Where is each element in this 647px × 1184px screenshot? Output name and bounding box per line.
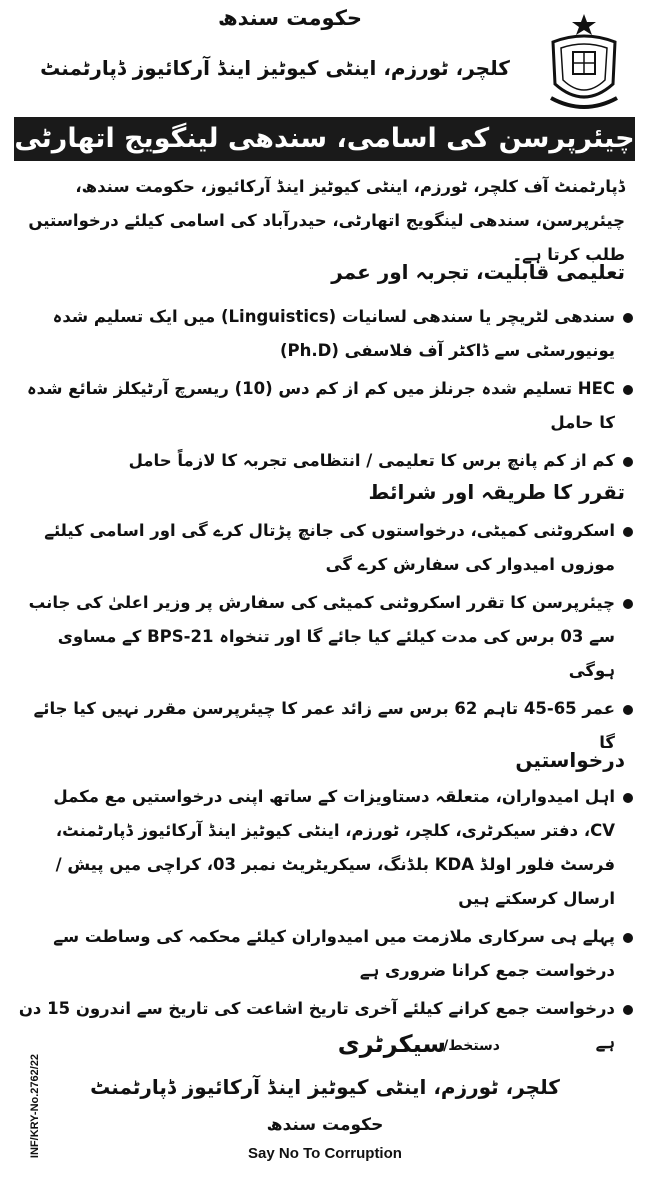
list-item-text: عمر 65-45 تاہم 62 برس سے زائد عمر کا چیئرپرسن مقرر نہیں کیا جائے گا [33,699,615,752]
bullet-icon [623,933,633,943]
qualification-list [17,300,637,482]
list-item [17,586,637,688]
list-item-text: سندھی لٹریچر یا سندھی لسانیات (Linguistics) میں ایک تسلیم شدہ یونیورسٹی سے ڈاکٹر آف فلاسفی (Ph.D) [52,307,615,360]
bullet-icon [623,793,633,803]
bullet-icon [623,705,633,715]
list-item [17,920,637,988]
section-heading-applications: درخواستیں [515,748,625,772]
section-heading-qualification: تعلیمی قابلیت، تجربہ اور عمر [331,260,625,284]
intro-paragraph: ڈپارٹمنٹ آف کلچر، ٹورزم، اینٹی کیوٹیز اینڈ آرکائیوز، حکومت سندھ، چیئرپرسن، سندھی لینگویج اتھارٹی، حیدرآباد کی اسامی کیلئے درخواستیں طلب کرتا ہے۔ [28,177,625,264]
signature-label: دستخط/ [443,1038,500,1054]
position-banner: چیئرپرسن کی اسامی، سندھی لینگویج اتھارٹی [14,117,635,161]
list-item [17,444,637,478]
list-item-text: پہلے ہی سرکاری ملازمت میں امیدواران کیلئے محکمہ کی وساطت سے درخواست جمع کرانا ضروری ہے [53,927,615,980]
bullet-icon [623,527,633,537]
list-item [17,780,637,916]
appointment-list [17,514,637,764]
list-item-text: چیئرپرسن کا تقرر اسکروٹنی کمیٹی کی سفارش پر وزیر اعلیٰ کی جانب سے 03 برس کی مدت کیلئے کیا جائے گا اور تنخواہ BPS-21 کے مساوی ہوگی [28,593,615,680]
bullet-icon [623,599,633,609]
signature-block [200,1030,500,1066]
list-item [17,514,637,582]
applications-list [17,780,637,1064]
list-item-text: HEC تسلیم شدہ جرنلز میں کم از کم دس (10) ریسرچ آرٹیکلز شائع شدہ کا حامل [27,379,615,432]
bullet-icon [623,313,633,323]
list-item-text: اہل امیدواران، متعلقہ دستاویزات کے ساتھ اپنی درخواستیں مع مکمل CV، دفتر سیکرٹری، کلچر، ٹورزم، اینٹی کیوٹیز اینڈ آرکائیوز ڈپارٹمنٹ، فرسٹ فلور اولڈ KDA بلڈنگ، سیکریٹریٹ نمبر 03، کراچی میں پیش / ارسال کرسکتے ہیں [53,787,615,908]
signatory-title: سیکرٹری [337,1030,446,1058]
bullet-icon [623,385,633,395]
list-item [17,372,637,440]
list-item-text: کم از کم پانچ برس کا تعلیمی / انتظامی تجربہ کا لازماً حامل [128,451,615,470]
government-of-sindh-seal-icon [541,12,627,114]
bullet-icon [623,1005,633,1015]
department-title: کلچر، ٹورزم، اینٹی کیوٹیز اینڈ آرکائیوز ڈپارٹمنٹ [40,56,510,80]
government-title: حکومت سندھ [217,6,363,30]
list-item [17,300,637,368]
footer-government: حکومت سندھ [266,1115,384,1135]
bullet-icon [623,457,633,467]
list-item-text: درخواست جمع کرانے کیلئے آخری تاریخ اشاعت کی تاریخ سے اندرون 15 دن ہے [18,999,615,1052]
list-item-text: اسکروٹنی کمیٹی، درخواستوں کی جانچ پڑتال کرے گی اور اسامی کیلئے موزوں امیدوار کی سفارش کرے گی [44,521,615,574]
reference-number: INF/KRY-No.2762/22 [29,1053,41,1159]
footer-department: کلچر، ٹورزم، اینٹی کیوٹیز اینڈ آرکائیوز ڈپارٹمنٹ [90,1075,560,1099]
section-heading-appointment: تقرر کا طریقہ اور شرائط [368,480,625,504]
anti-corruption-slogan: Say No To Corruption [248,1145,402,1162]
